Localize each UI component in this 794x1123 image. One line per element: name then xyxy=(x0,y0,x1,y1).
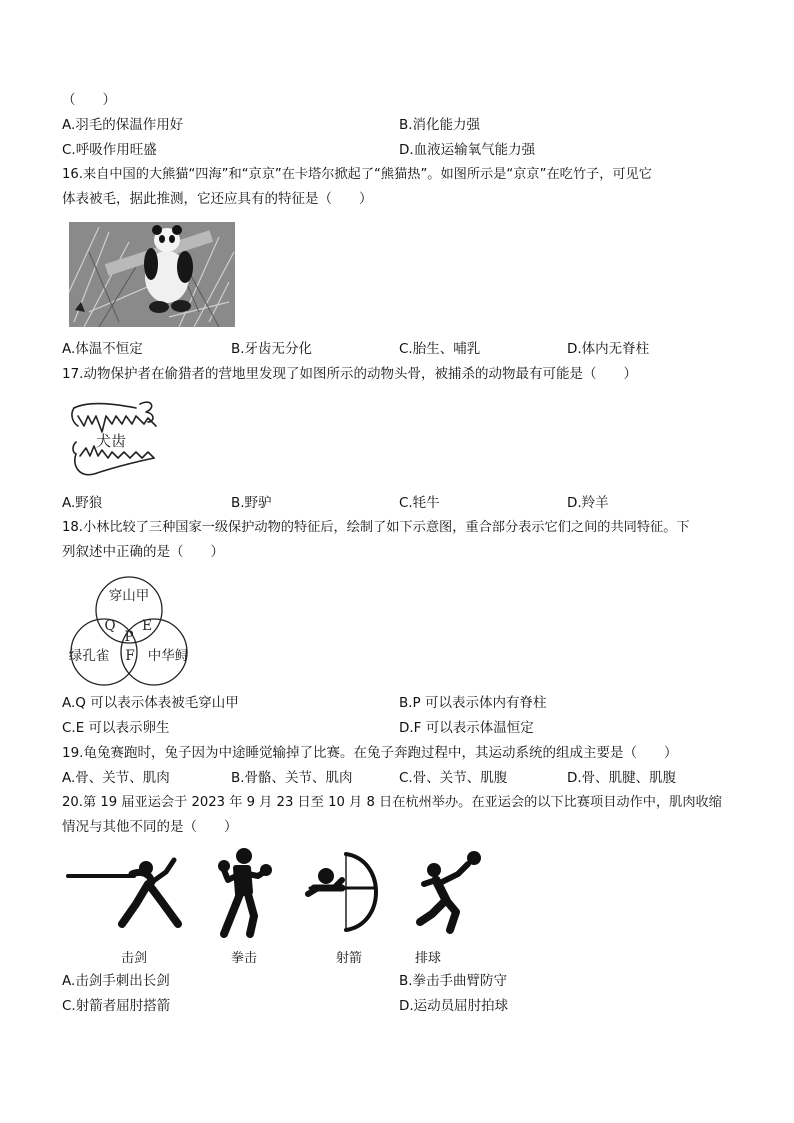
q16-option-c: C.胎生、哺乳 xyxy=(399,341,481,357)
q19-option-b: B.骨骼、关节、肌肉 xyxy=(231,770,353,786)
q16-option-b: B.牙齿无分化 xyxy=(231,341,313,357)
venn-region-p: P xyxy=(124,629,134,645)
q16-stem-line2: 体表被毛，据此推测，它还应具有的特征是（ ） xyxy=(62,191,373,207)
q15-answer-paren: （ ） xyxy=(62,92,116,108)
venn-region-f: F xyxy=(125,648,135,664)
venn-label-top: 穿山甲 xyxy=(108,588,150,604)
q18-option-c: C.E 可以表示卵生 xyxy=(62,720,170,736)
q20-option-c: C.射箭者屈肘搭箭 xyxy=(62,998,171,1014)
venn-diagram xyxy=(64,574,194,686)
q18-option-d: D.F 可以表示体温恒定 xyxy=(399,720,534,736)
q15-option-c: C.呼吸作用旺盛 xyxy=(62,142,157,158)
caption-fencing: 击剑 xyxy=(120,951,147,966)
boxing-pictogram xyxy=(210,846,278,938)
q17-option-a: A.野狼 xyxy=(62,495,103,511)
q18-option-b: B.P 可以表示体内有脊柱 xyxy=(399,695,547,711)
q19-option-c: C.骨、关节、肌腹 xyxy=(399,770,508,786)
q17-option-d: D.羚羊 xyxy=(567,495,609,511)
q19-stem: 19.龟兔赛跑时，兔子因为中途睡觉输掉了比赛。在兔子奔跑过程中，其运动系统的组成主要是（ ） xyxy=(62,745,678,761)
q17-option-b: B.野驴 xyxy=(231,495,272,511)
q20-option-a: A.击剑手刺出长剑 xyxy=(62,973,170,989)
q20-stem-line1: 20.第 19 届亚运会于 2023 年 9 月 23 日至 10 月 8 日在杭州举办。在亚运会的以下比赛项目动作中，肌肉收缩 xyxy=(62,795,722,810)
q16-option-a: A.体温不恒定 xyxy=(62,341,143,357)
q19-option-d: D.骨、肌腱、肌腹 xyxy=(567,770,677,786)
archery-pictogram xyxy=(304,848,384,936)
caption-boxing: 拳击 xyxy=(230,951,257,966)
q18-option-a: A.Q 可以表示体表被毛穿山甲 xyxy=(62,695,239,711)
q18-stem-line2: 列叙述中正确的是（ ） xyxy=(62,544,224,560)
caption-volleyball: 排球 xyxy=(414,951,441,966)
venn-region-q: Q xyxy=(104,618,116,634)
q16-stem-line1: 16.来自中国的大熊猫“四海”和“京京”在卡塔尔掀起了“熊猫热”。如图所示是“京京”在吃竹子，可见它 xyxy=(62,167,652,182)
q19-option-a: A.骨、关节、肌肉 xyxy=(62,770,170,786)
q20-option-b: B.拳击手曲臂防守 xyxy=(399,973,508,989)
panda-eating-bamboo-photo xyxy=(69,222,235,327)
q17-stem: 17.动物保护者在偷猎者的营地里发现了如图所示的动物头骨，被捕杀的动物最有可能是（ ） xyxy=(62,366,637,382)
animal-skull-jaw-sketch xyxy=(66,398,162,482)
q15-option-d: D.血液运输氧气能力强 xyxy=(399,142,536,158)
fencing-pictogram xyxy=(66,850,182,934)
q18-stem-line1: 18.小林比较了三种国家一级保护动物的特征后，绘制了如下示意图，重合部分表示它们之间的共同特征。下 xyxy=(62,520,690,535)
q20-stem-line2: 情况与其他不同的是（ ） xyxy=(62,819,238,835)
canine-tooth-label: 犬齿 xyxy=(96,432,127,450)
q15-option-b: B.消化能力强 xyxy=(399,117,481,133)
venn-label-left: 绿孔雀 xyxy=(68,648,110,664)
q15-option-a: A.羽毛的保温作用好 xyxy=(62,117,184,133)
q20-option-d: D.运动员屈肘拍球 xyxy=(399,998,509,1014)
q17-option-c: C.牦牛 xyxy=(399,495,440,511)
caption-archery: 射箭 xyxy=(335,951,362,966)
venn-label-right: 中华鲟 xyxy=(147,648,189,664)
q16-option-d: D.体内无脊柱 xyxy=(567,341,650,357)
venn-region-e: E xyxy=(142,618,152,634)
volleyball-pictogram xyxy=(412,848,488,934)
